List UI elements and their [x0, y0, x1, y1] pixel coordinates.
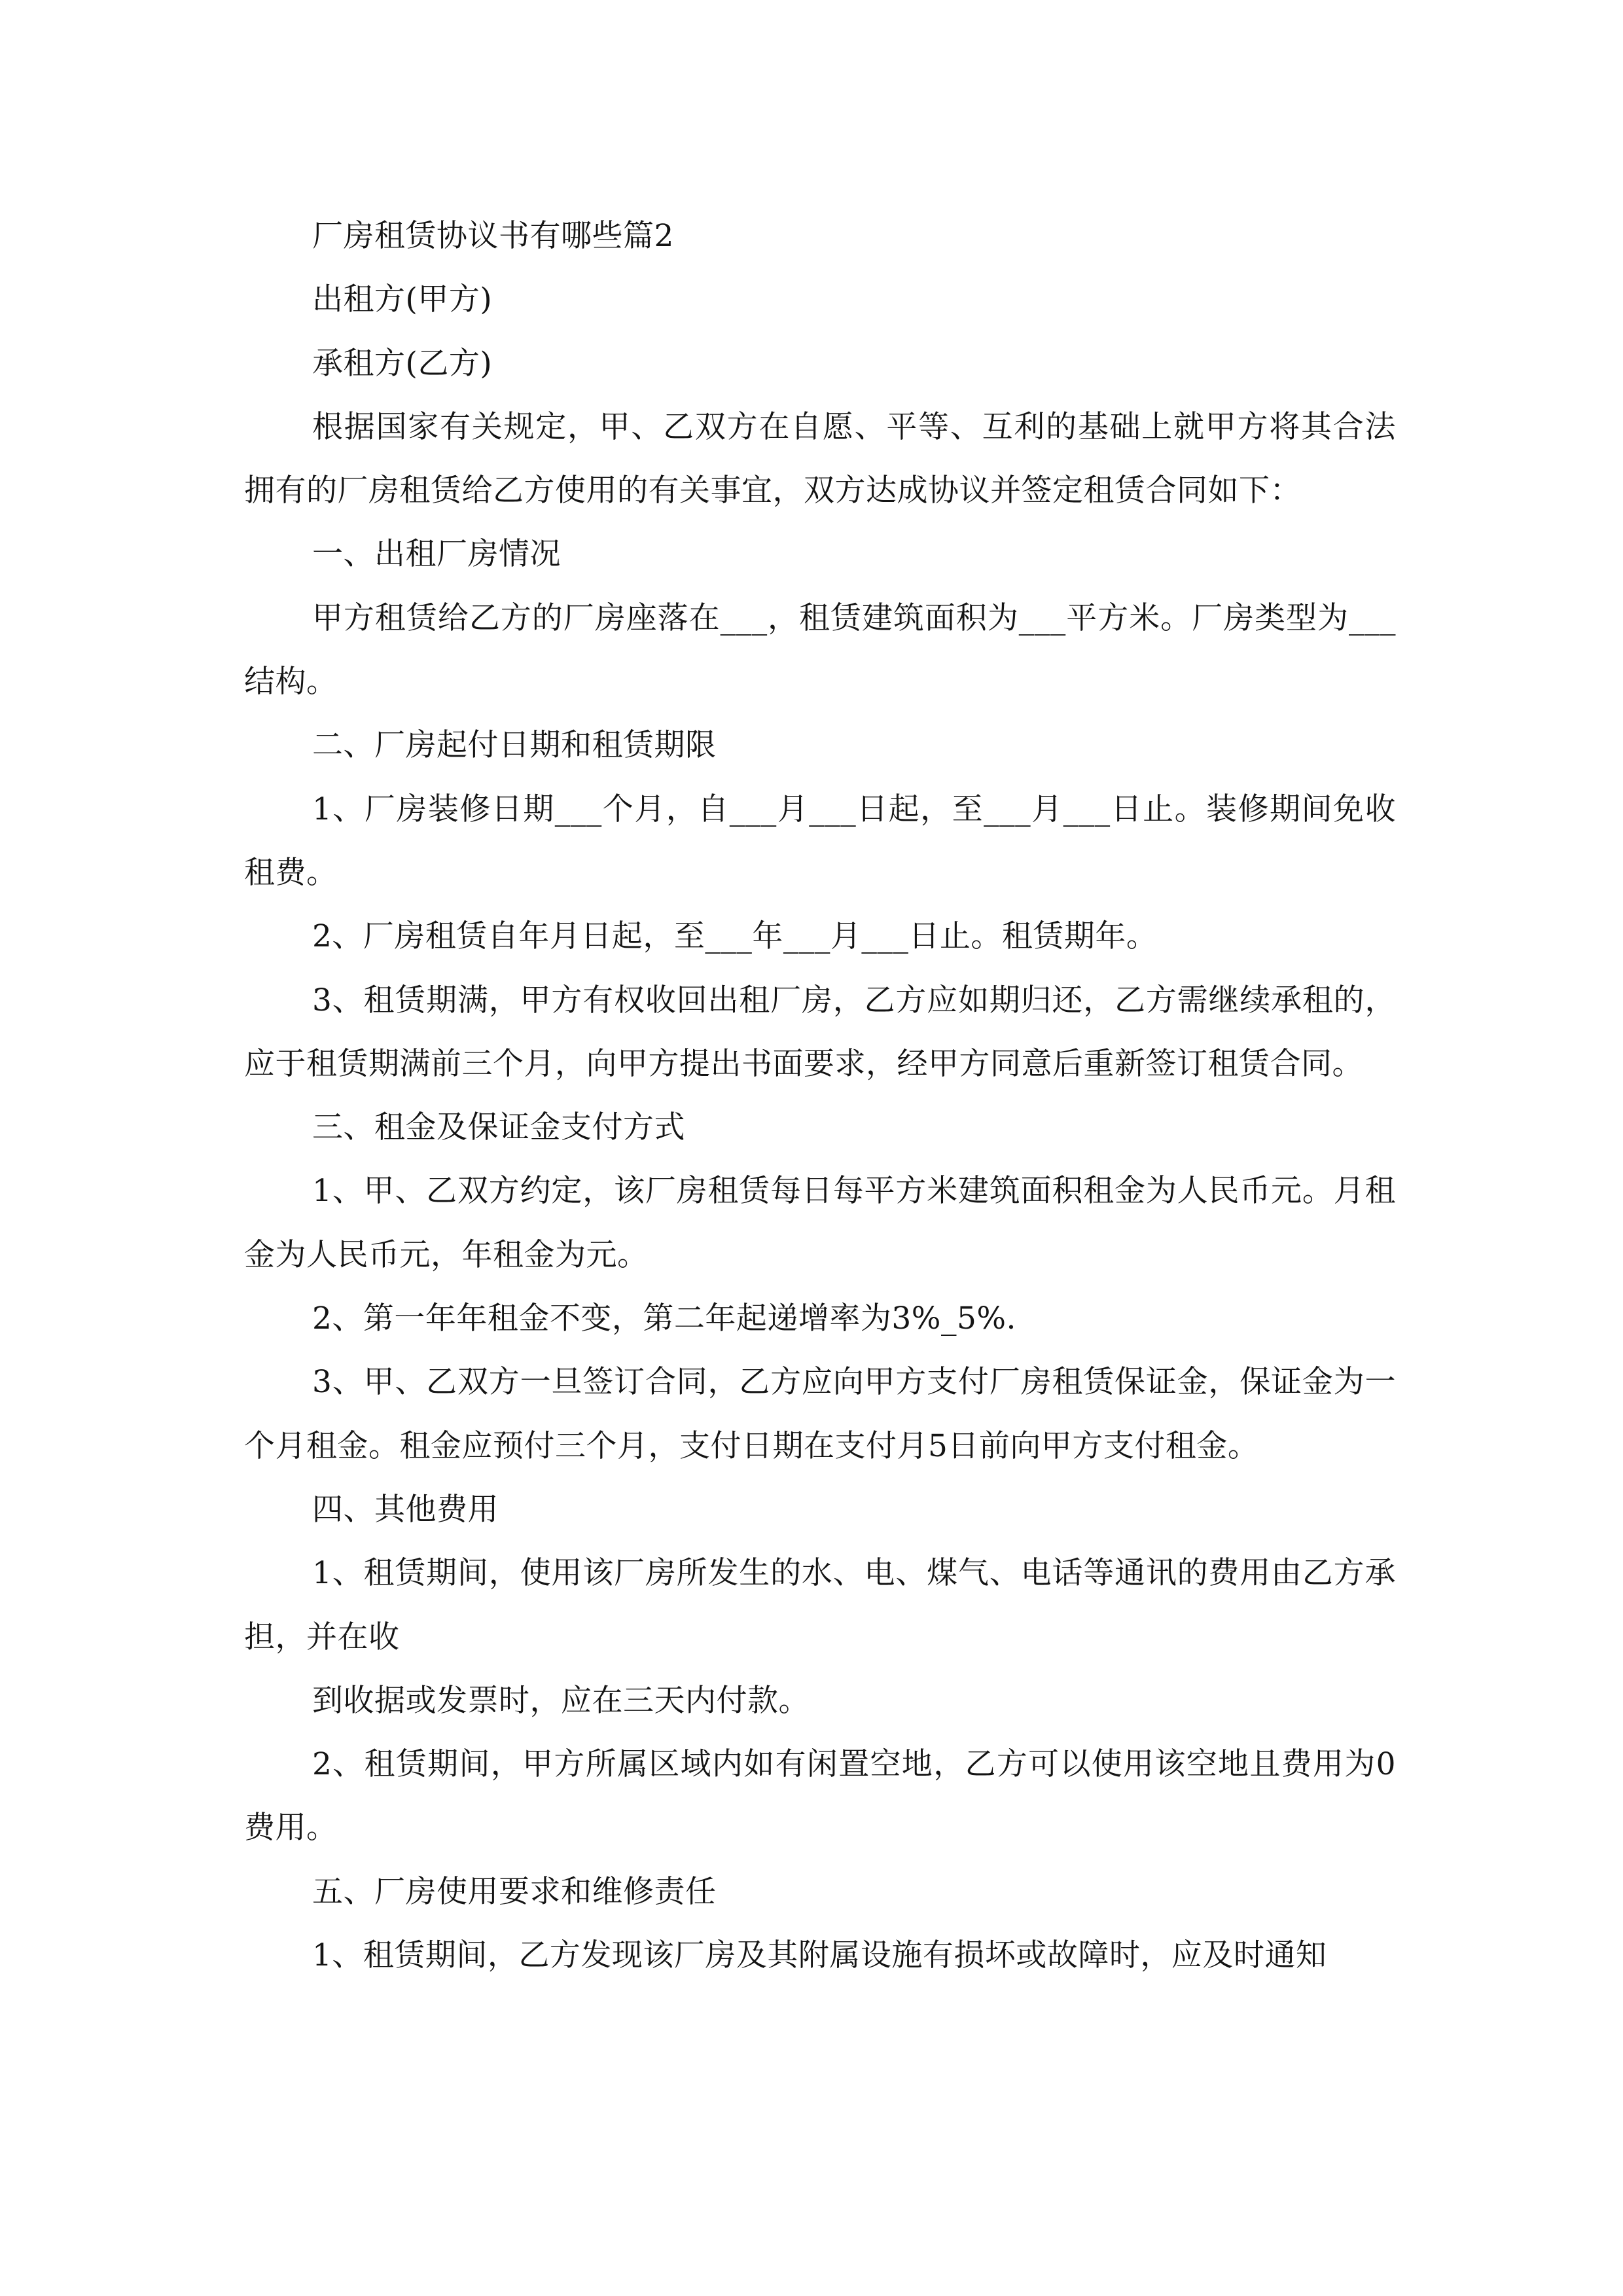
- paragraph: 1、租赁期间，使用该厂房所发生的水、电、煤气、电话等通讯的费用由乙方承担，并在收: [244, 1555, 1396, 1655]
- paragraph: 1、租赁期间，乙方发现该厂房及其附属设施有损坏或故障时，应及时通知: [312, 1937, 1327, 1974]
- paragraph: 2、租赁期间，甲方所属区域内如有闲置空地，乙方可以使用该空地且费用为0费用。: [244, 1746, 1396, 1846]
- document-body: [244, 204, 1396, 1987]
- paragraph: 1、厂房装修日期___个月，自___月___日起，至___月___日止。装修期间免收租费。: [244, 791, 1396, 891]
- paragraph: 3、租赁期满，甲方有权收回出租厂房，乙方应如期归还，乙方需继续承租的，应于租赁期满前三个月，向甲方提出书面要求，经甲方同意后重新签订租赁合同。: [244, 982, 1396, 1082]
- paragraph: 2、第一年年租金不变，第二年起递增率为3%_5%.: [312, 1300, 1016, 1337]
- paragraph: 承租方(乙方): [312, 345, 493, 382]
- paragraph: 3、甲、乙双方一旦签订合同，乙方应向甲方支付厂房租赁保证金，保证金为一个月租金。租金应预付三个月，支付日期在支付月5日前向甲方支付租金。: [244, 1364, 1396, 1464]
- paragraph: 到收据或发票时，应在三天内付款。: [312, 1682, 810, 1719]
- section-heading: 四、其他费用: [312, 1491, 499, 1528]
- paragraph: 出租方(甲方): [312, 281, 493, 318]
- section-heading: 五、厂房使用要求和维修责任: [312, 1873, 717, 1910]
- paragraph: 根据国家有关规定，甲、乙双方在自愿、平等、互利的基础上就甲方将其合法拥有的厂房租赁给乙方使用的有关事宜，双方达成协议并签定租赁合同如下：: [244, 408, 1396, 509]
- section-heading: 三、租金及保证金支付方式: [312, 1109, 685, 1146]
- section-heading: 一、出租厂房情况: [312, 536, 561, 573]
- paragraph: 1、甲、乙双方约定，该厂房租赁每日每平方米建筑面积租金为人民币元。月租金为人民币元，年租金为元。: [244, 1173, 1396, 1273]
- paragraph: 2、厂房租赁自年月日起，至___年___月___日止。租赁期年。: [312, 918, 1158, 955]
- paragraph: 甲方租赁给乙方的厂房座落在___，租赁建筑面积为___平方米。厂房类型为___结构。: [244, 600, 1396, 700]
- document-title: 厂房租赁协议书有哪些篇2: [312, 218, 674, 254]
- section-heading: 二、厂房起付日期和租赁期限: [312, 727, 717, 764]
